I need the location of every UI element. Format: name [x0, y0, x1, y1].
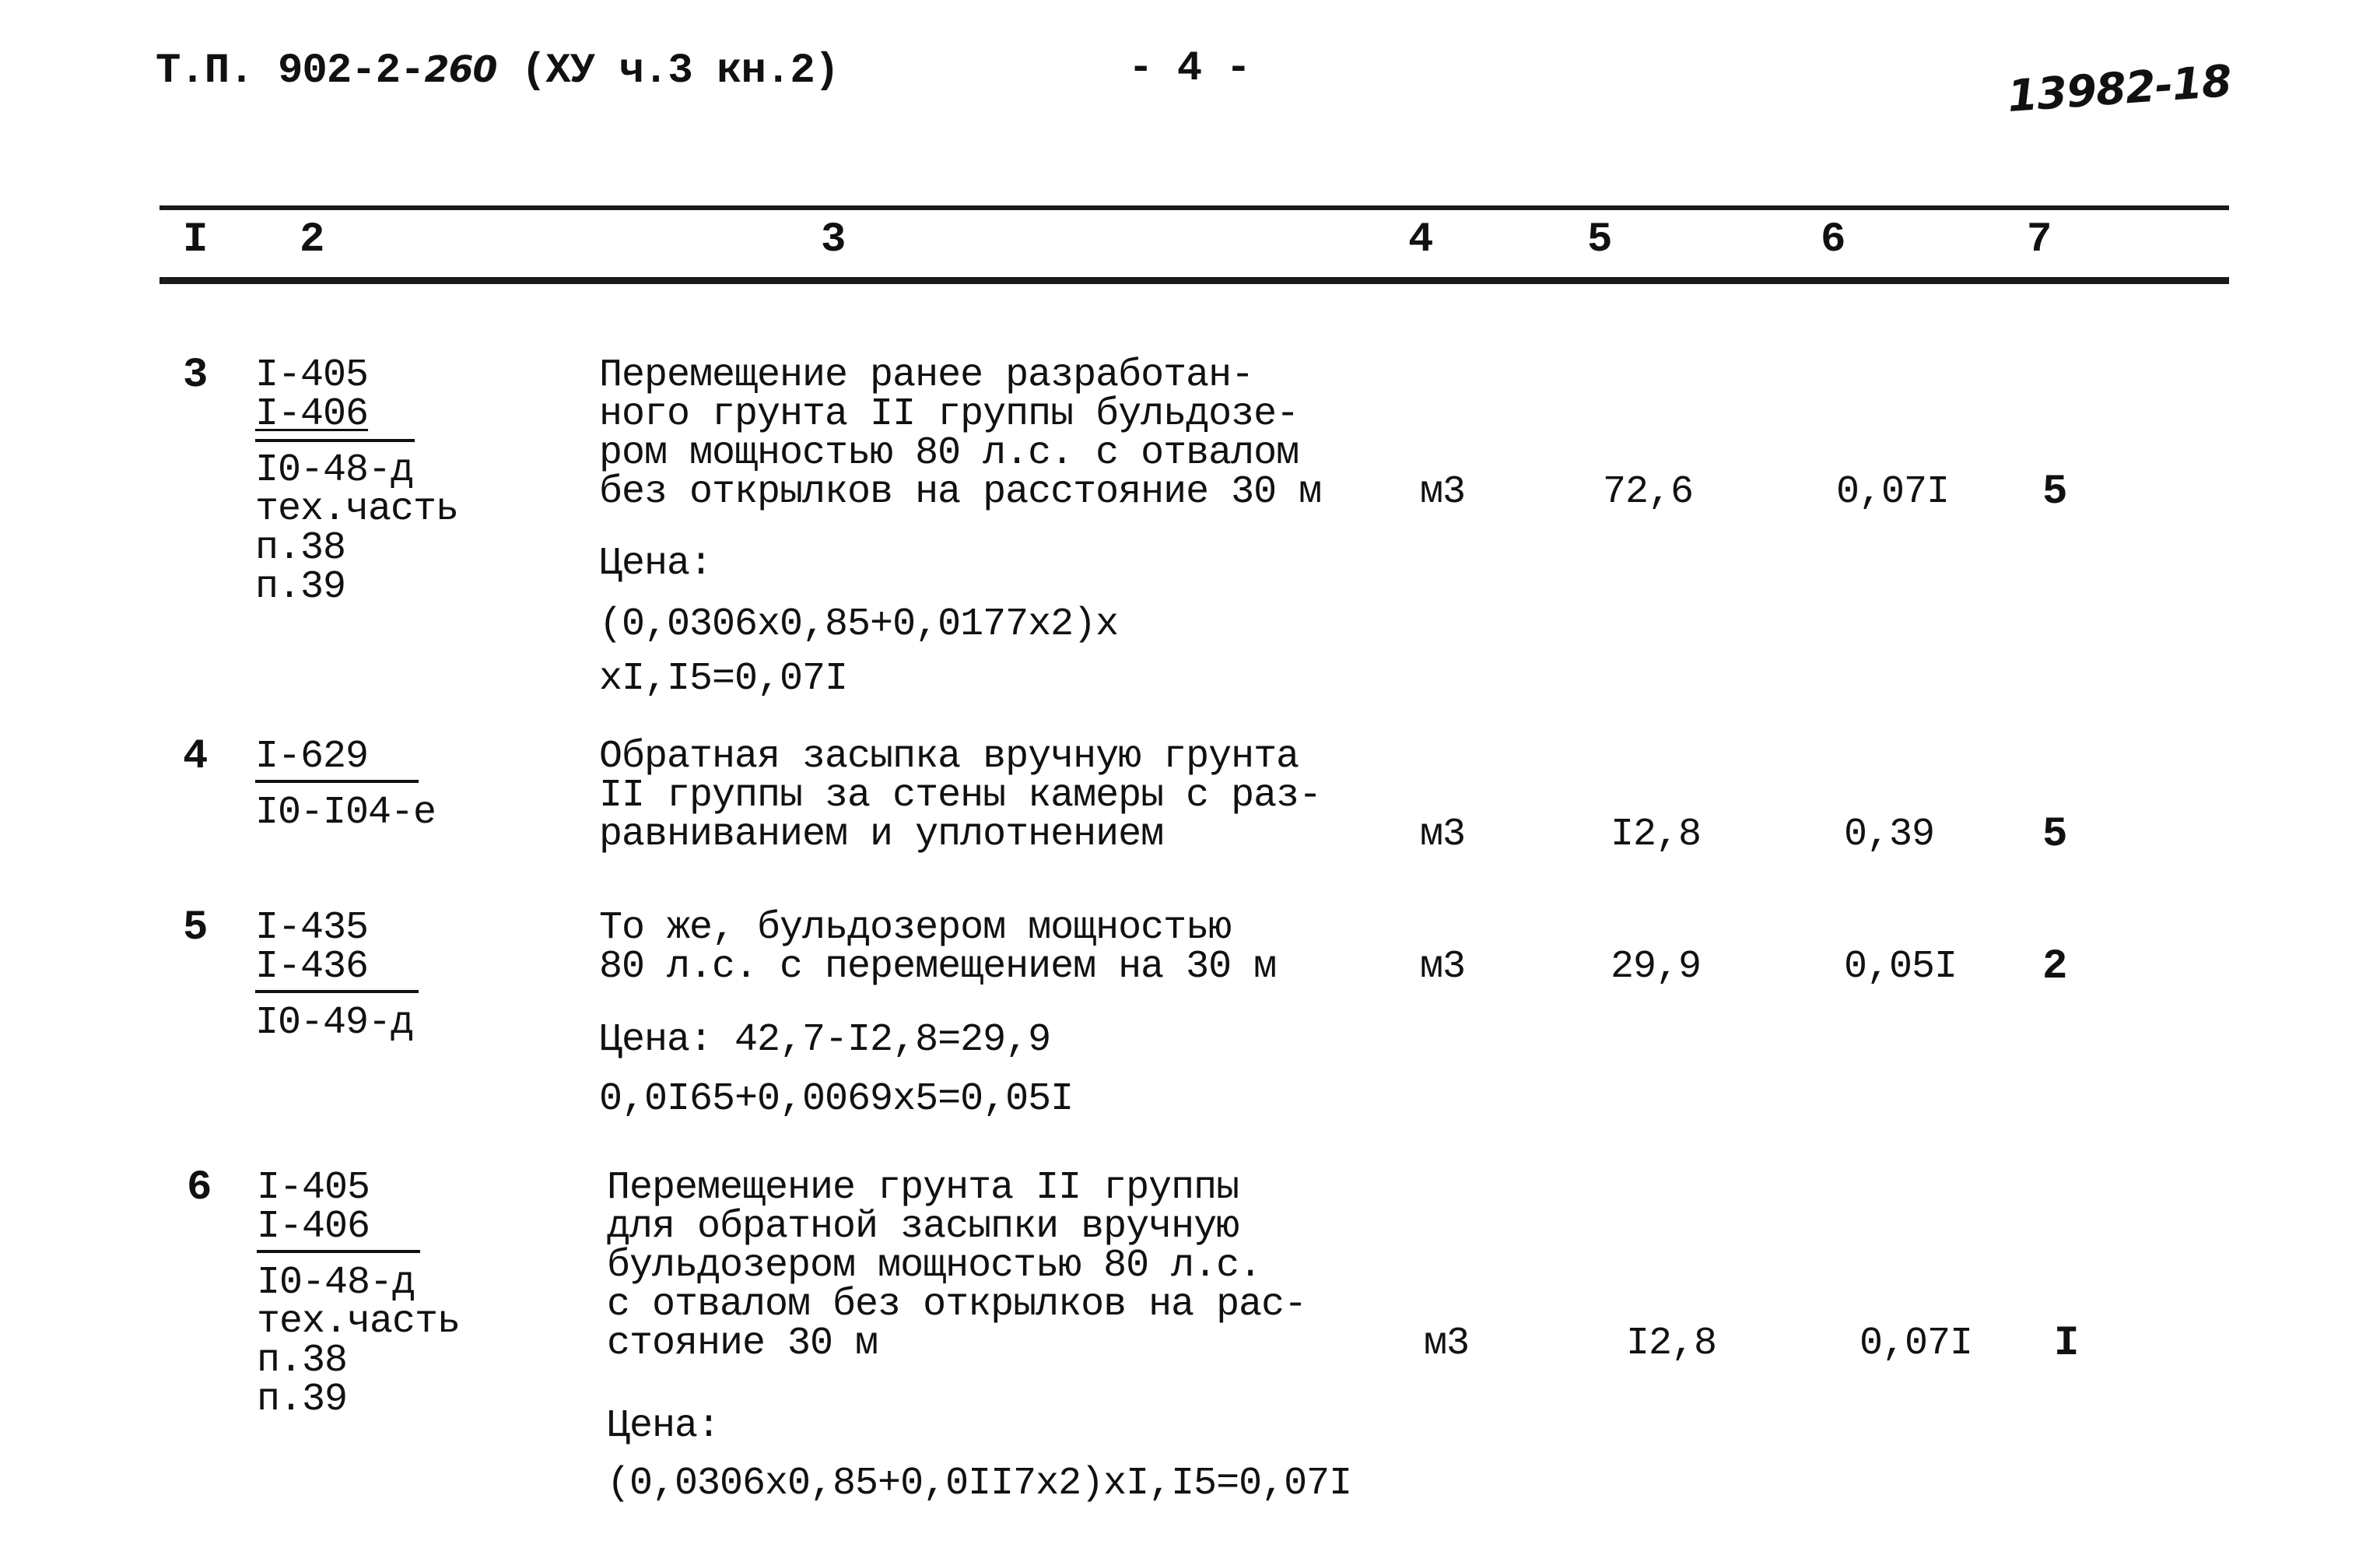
norm-code: I-405: [255, 353, 369, 398]
column-header-7: 7: [2027, 216, 2052, 264]
row-number: 3: [183, 352, 208, 399]
reference-code: I0-49-д: [255, 1001, 414, 1045]
column-header-1: I: [183, 216, 208, 264]
quantity: I2,8: [1626, 1322, 1717, 1366]
coefficient: 0,39: [1844, 813, 1935, 857]
column-header-5: 5: [1587, 216, 1612, 264]
coefficient: 0,05I: [1844, 945, 1958, 989]
norm-code: I-405: [257, 1166, 370, 1210]
price-calculation-line: 0,0I65+0,0069х5=0,05I: [599, 1077, 1074, 1121]
row-number: 4: [183, 733, 208, 781]
norm-code: I-406: [257, 1205, 370, 1249]
work-description-line: равниванием и уплотнением: [599, 813, 1164, 857]
work-description-line: Перемещение грунта II группы: [607, 1166, 1239, 1210]
code-divider: [257, 1250, 420, 1253]
column-7-value: I: [2054, 1320, 2079, 1367]
code-divider: [255, 780, 419, 783]
table-top-rule: [159, 205, 2229, 210]
doc-handwritten-number: 260: [424, 48, 497, 90]
price-calculation-line: (0,0306х0,85+0,0II7х2)хI,I5=0,07I: [607, 1462, 1352, 1506]
unit: м3: [1420, 945, 1466, 989]
work-description-line: То же, бульдозером мощностью: [599, 906, 1232, 950]
norm-code: I-435: [255, 906, 369, 950]
doc-prefix: Т.П. 902-2-: [156, 47, 425, 95]
unit: м3: [1420, 813, 1466, 857]
coefficient: 0,07I: [1836, 470, 1950, 514]
quantity: 29,9: [1611, 945, 1702, 989]
work-description-line: Обратная засыпка вручную грунта: [599, 735, 1299, 779]
work-description-line: II группы за стены камеры с раз-: [599, 774, 1322, 818]
work-description-line: без открылков на расстояние 30 м: [599, 470, 1322, 514]
norm-code: I-629: [255, 735, 369, 779]
reference-code: I0-I04-е: [255, 791, 436, 835]
quantity: I2,8: [1611, 813, 1702, 857]
doc-suffix: (ХУ ч.3 кн.2): [521, 47, 839, 95]
row-number: 5: [183, 904, 208, 952]
work-description-line: для обратной засыпки вручную: [607, 1205, 1239, 1249]
doc-title: [156, 47, 839, 95]
price-calculation-line: (0,0306х0,85+0,0177х2)х: [599, 602, 1119, 647]
reference-clause: п.38: [257, 1339, 348, 1383]
work-description-line: ром мощностью 80 л.с. с отвалом: [599, 431, 1299, 476]
work-description-line: ного грунта II группы бульдозе-: [599, 392, 1299, 437]
reference-clause: п.38: [255, 526, 346, 570]
price-calculation-line: хI,I5=0,07I: [599, 657, 848, 701]
column-7-value: 2: [2042, 943, 2067, 991]
norm-code: I-436: [255, 945, 369, 989]
column-7-value: 5: [2042, 811, 2067, 858]
table-header-bottom-rule: [159, 277, 2229, 284]
reference-code: I0-48-д: [255, 448, 414, 493]
code-divider: [255, 990, 419, 993]
work-description-line: с отвалом без открылков на рас-: [607, 1283, 1307, 1327]
quantity: 72,6: [1603, 470, 1694, 514]
reference-clause: п.39: [255, 565, 346, 609]
work-description-line: 80 л.с. с перемещением на 30 м: [599, 945, 1277, 989]
unit: м3: [1420, 470, 1466, 514]
column-7-value: 5: [2042, 469, 2067, 516]
norm-code: I-406: [255, 392, 369, 437]
reference-note: тех.часть: [257, 1300, 461, 1344]
archive-number: 13982-18: [2006, 56, 2233, 122]
work-description-line: бульдозером мощностью 80 л.с.: [607, 1244, 1262, 1288]
price-calculation-line: Цена:: [599, 542, 713, 586]
page-number: - 4 -: [1128, 45, 1251, 93]
column-header-3: 3: [821, 216, 846, 264]
reference-code: I0-48-д: [257, 1261, 415, 1305]
coefficient: 0,07I: [1859, 1322, 1973, 1366]
column-header-6: 6: [1821, 216, 1845, 264]
reference-note: тех.часть: [255, 487, 459, 532]
column-header-4: 4: [1408, 216, 1433, 264]
unit: м3: [1424, 1322, 1470, 1366]
price-calculation-line: Цена:: [607, 1404, 720, 1448]
column-header-2: 2: [300, 216, 324, 264]
code-divider: [255, 439, 415, 442]
row-number: 6: [187, 1164, 212, 1212]
price-calculation-line: Цена: 42,7-I2,8=29,9: [599, 1018, 1051, 1062]
work-description-line: стояние 30 м: [607, 1322, 878, 1366]
reference-clause: п.39: [257, 1378, 348, 1422]
work-description-line: Перемещение ранее разработан-: [599, 353, 1254, 398]
